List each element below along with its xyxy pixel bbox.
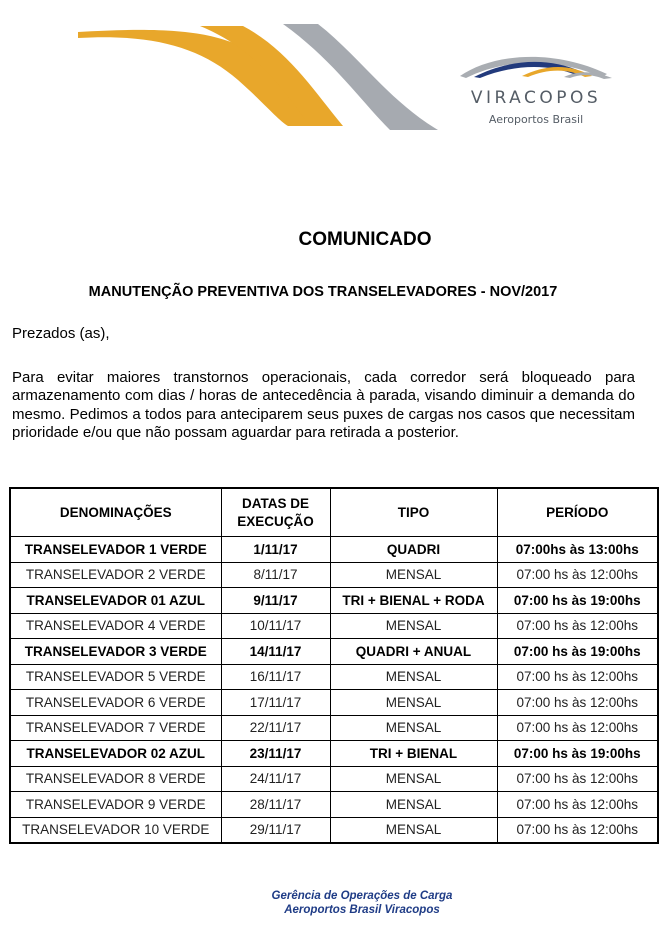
cell-periodo: 07:00 hs às 12:00hs xyxy=(497,690,658,716)
table-row xyxy=(10,792,658,818)
column-header-denominacoes: DENOMINAÇÕES xyxy=(10,488,221,537)
column-header-datas: DATAS DE EXECUÇÃO xyxy=(221,488,330,537)
cell-periodo: 07:00 hs às 19:00hs xyxy=(497,588,658,614)
table-row xyxy=(10,817,658,843)
greeting: Prezados (as), xyxy=(12,325,110,342)
cell-data: 1/11/17 xyxy=(221,537,330,563)
table-row xyxy=(10,766,658,792)
cell-periodo: 07:00 hs às 12:00hs xyxy=(497,613,658,639)
cell-tipo: MENSAL xyxy=(330,690,497,716)
document-subtitle: MANUTENÇÃO PREVENTIVA DOS TRANSELEVADORES - NOV/2017 xyxy=(88,284,558,300)
cell-data: 28/11/17 xyxy=(221,792,330,818)
footer-signature xyxy=(0,889,670,917)
cell-periodo: 07:00 hs às 12:00hs xyxy=(497,766,658,792)
cell-denominacao: TRANSELEVADOR 8 VERDE xyxy=(10,766,221,792)
footer-company: Aeroportos Brasil Viracopos xyxy=(284,904,440,916)
column-header-periodo: PERÍODO xyxy=(497,488,658,537)
column-header-tipo: TIPO xyxy=(330,488,497,537)
cell-denominacao: TRANSELEVADOR 02 AZUL xyxy=(10,741,221,767)
maintenance-schedule-table xyxy=(9,487,659,844)
cell-denominacao: TRANSELEVADOR 4 VERDE xyxy=(10,613,221,639)
page-title: COMUNICADO xyxy=(298,229,432,250)
cell-tipo: MENSAL xyxy=(330,664,497,690)
table-row xyxy=(10,715,658,741)
cell-denominacao: TRANSELEVADOR 3 VERDE xyxy=(10,639,221,665)
cell-tipo: QUADRI xyxy=(330,537,497,563)
cell-periodo: 07:00 hs às 19:00hs xyxy=(497,639,658,665)
cell-data: 22/11/17 xyxy=(221,715,330,741)
table-row xyxy=(10,690,658,716)
table-row xyxy=(10,537,658,563)
table-header-row xyxy=(10,488,658,537)
cell-tipo: TRI + BIENAL xyxy=(330,741,497,767)
cell-data: 14/11/17 xyxy=(221,639,330,665)
cell-periodo: 07:00 hs às 12:00hs xyxy=(497,562,658,588)
cell-tipo: MENSAL xyxy=(330,715,497,741)
cell-tipo: MENSAL xyxy=(330,792,497,818)
cell-denominacao: TRANSELEVADOR 01 AZUL xyxy=(10,588,221,614)
cell-denominacao: TRANSELEVADOR 1 VERDE xyxy=(10,537,221,563)
cell-data: 29/11/17 xyxy=(221,817,330,843)
cell-periodo: 07:00hs às 13:00hs xyxy=(497,537,658,563)
cell-tipo: TRI + BIENAL + RODA xyxy=(330,588,497,614)
cell-tipo: MENSAL xyxy=(330,562,497,588)
cell-denominacao: TRANSELEVADOR 5 VERDE xyxy=(10,664,221,690)
cell-periodo: 07:00 hs às 19:00hs xyxy=(497,741,658,767)
cell-data: 8/11/17 xyxy=(221,562,330,588)
cell-data: 23/11/17 xyxy=(221,741,330,767)
table-row xyxy=(10,664,658,690)
cell-denominacao: TRANSELEVADOR 10 VERDE xyxy=(10,817,221,843)
table-row xyxy=(10,741,658,767)
header-swoosh-graphic xyxy=(78,20,448,135)
cell-data: 16/11/17 xyxy=(221,664,330,690)
cell-periodo: 07:00 hs às 12:00hs xyxy=(497,664,658,690)
cell-denominacao: TRANSELEVADOR 2 VERDE xyxy=(10,562,221,588)
cell-tipo: MENSAL xyxy=(330,613,497,639)
table-row xyxy=(10,588,658,614)
cell-periodo: 07:00 hs às 12:00hs xyxy=(497,715,658,741)
cell-data: 10/11/17 xyxy=(221,613,330,639)
cell-tipo: MENSAL xyxy=(330,766,497,792)
footer-department: Gerência de Operações de Carga xyxy=(271,890,453,902)
cell-denominacao: TRANSELEVADOR 9 VERDE xyxy=(10,792,221,818)
cell-periodo: 07:00 hs às 12:00hs xyxy=(497,817,658,843)
cell-tipo: MENSAL xyxy=(330,817,497,843)
cell-tipo: QUADRI + ANUAL xyxy=(330,639,497,665)
table-row xyxy=(10,562,658,588)
logo-subtitle: Aeroportos Brasil xyxy=(488,113,584,126)
table-row xyxy=(10,613,658,639)
cell-data: 24/11/17 xyxy=(221,766,330,792)
cell-denominacao: TRANSELEVADOR 6 VERDE xyxy=(10,690,221,716)
cell-data: 9/11/17 xyxy=(221,588,330,614)
logo-name: VIRACOPOS xyxy=(470,88,602,108)
cell-periodo: 07:00 hs às 12:00hs xyxy=(497,792,658,818)
logo-wings-icon xyxy=(452,46,620,86)
cell-data: 17/11/17 xyxy=(221,690,330,716)
body-paragraph: Para evitar maiores transtornos operacionais, cada corredor será bloqueado para armazenamento com dias / horas de antecedência à parada, visando diminuir a demanda do mesmo. Pedimos a todos para anteciparem seus puxes de cargas nos casos que necessitam prioridade e/ou que não possam aguardar para retirada a posterior. xyxy=(12,369,635,442)
cell-denominacao: TRANSELEVADOR 7 VERDE xyxy=(10,715,221,741)
table-row xyxy=(10,639,658,665)
